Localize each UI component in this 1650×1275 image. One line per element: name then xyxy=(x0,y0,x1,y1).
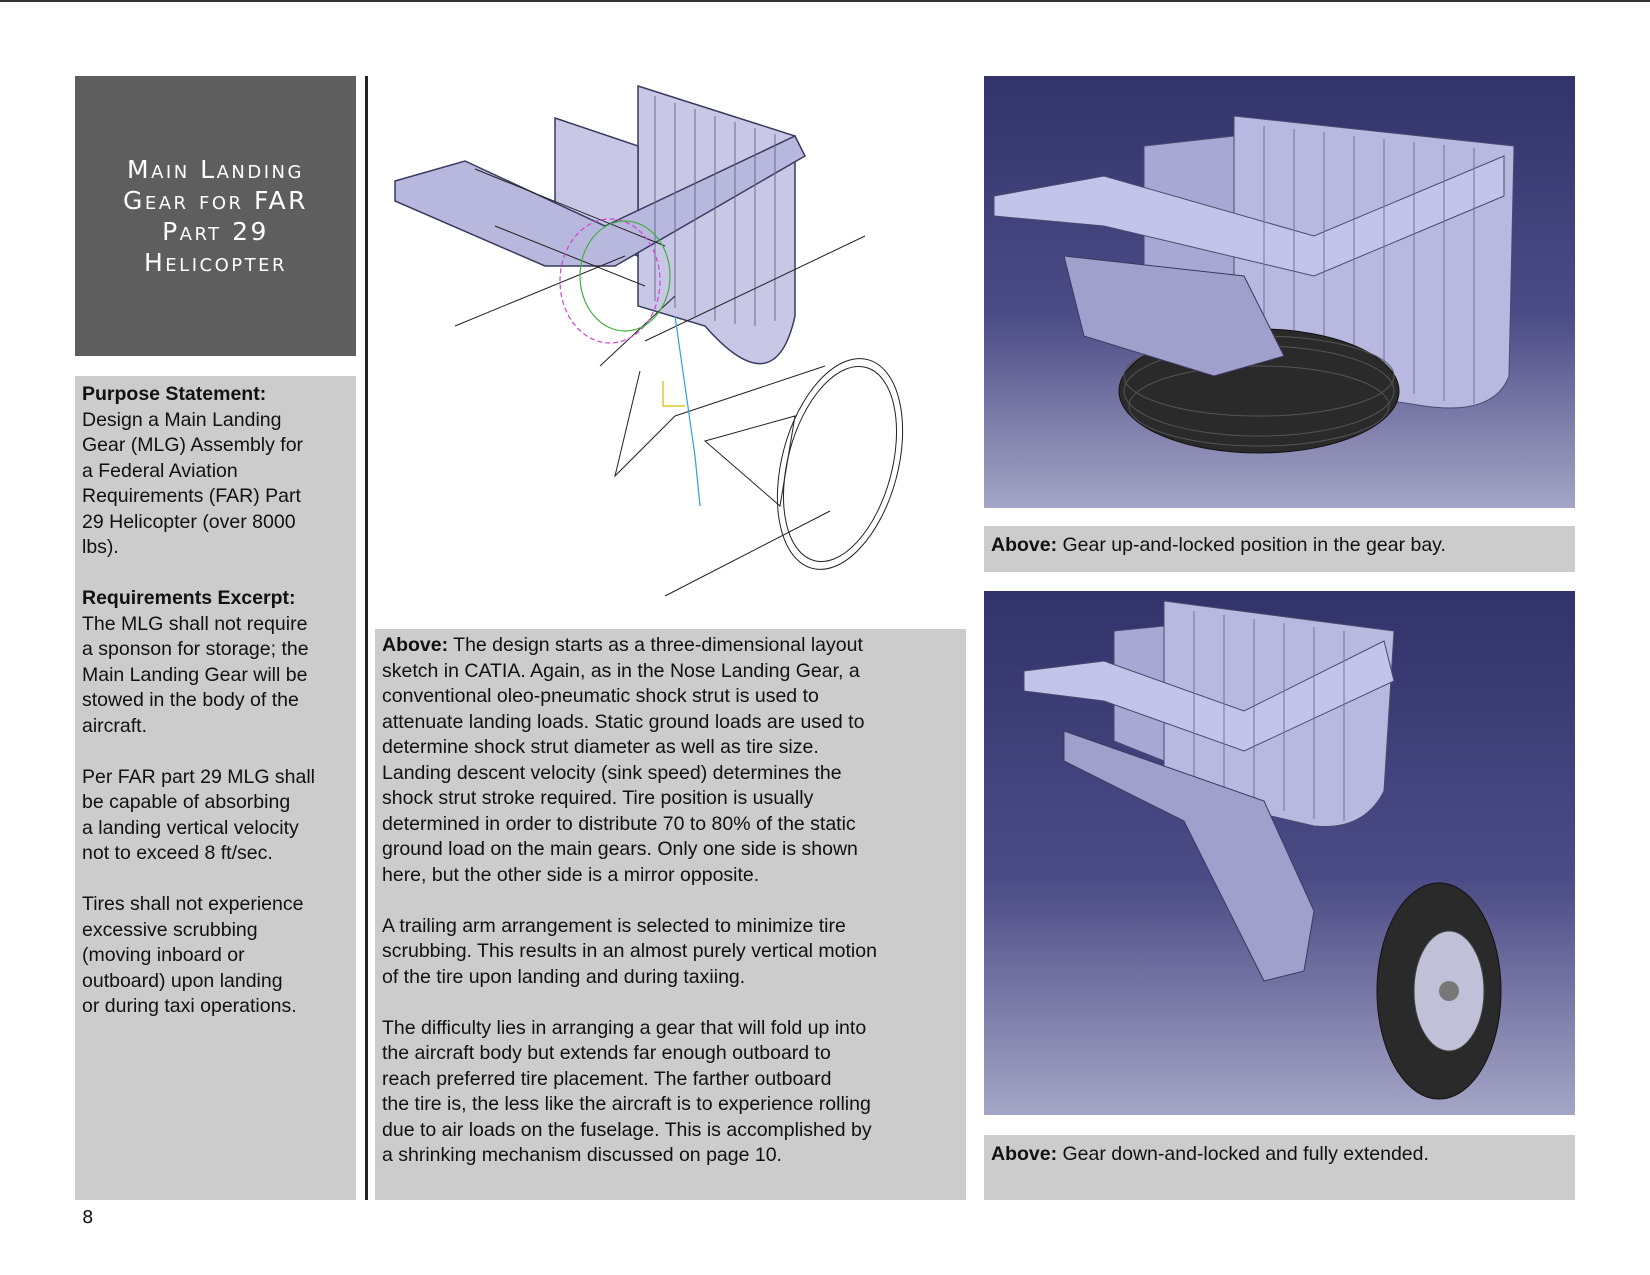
description-paragraph-2 xyxy=(382,914,966,991)
requirement-scrubbing xyxy=(82,892,356,1020)
text-line: of the tire upon landing and during taxiing. xyxy=(382,965,746,988)
title-box xyxy=(75,76,356,356)
text-line: The MLG shall not require xyxy=(82,612,308,635)
title-line: Gear for FAR xyxy=(122,186,309,215)
text-line: be capable of absorbing xyxy=(82,791,291,813)
caption-label: Above: xyxy=(991,534,1058,556)
text-line: attenuate landing loads. Static ground loads are used to xyxy=(382,710,865,733)
text-line: determine shock strut diameter as well as tire size. xyxy=(382,736,819,758)
text-line: ground load on the main gears. Only one side is shown xyxy=(382,838,858,860)
purpose-heading: Purpose Statement: xyxy=(82,383,267,405)
text-line: due to air loads on the fuselage. This is accomplished by xyxy=(382,1118,872,1141)
requirement-storage xyxy=(82,612,356,740)
page-title xyxy=(123,154,308,278)
text-line: aircraft. xyxy=(82,714,148,737)
above-label: Above: xyxy=(382,634,449,656)
text-line: lbs). xyxy=(82,536,119,558)
text-line: here, but the other side is a mirror opposite. xyxy=(382,863,760,886)
text-line: reach preferred tire placement. The farther outboard xyxy=(382,1067,832,1090)
text-line: scrubbing. This results in an almost purely vertical motion xyxy=(382,940,877,962)
text-line: (moving inboard or xyxy=(82,944,245,966)
caption-extended xyxy=(984,1135,1575,1200)
caption-retracted xyxy=(984,526,1575,572)
text-line: Main Landing Gear will be xyxy=(82,663,308,686)
title-line: Part 29 xyxy=(162,217,269,246)
text-line: 29 Helicopter (over 8000 xyxy=(82,510,296,533)
page-number: 8 xyxy=(82,1207,94,1228)
text-line: Landing descent velocity (sink speed) determines the xyxy=(382,761,842,784)
render-gear-extended xyxy=(984,591,1575,1115)
title-line: Main Landing xyxy=(127,155,304,184)
caption-text: Gear down-and-locked and fully extended. xyxy=(1057,1143,1429,1165)
text-line: Requirements (FAR) Part xyxy=(82,485,301,507)
description-first-line: The design starts as a three-dimensional layout xyxy=(448,634,863,656)
caption-text: Gear up-and-locked position in the gear bay. xyxy=(1057,534,1446,556)
text-line: outboard) upon landing xyxy=(82,969,283,992)
text-line: The difficulty lies in arranging a gear that will fold up into xyxy=(382,1016,867,1039)
design-description-panel xyxy=(375,629,966,1200)
render-gear-retracted xyxy=(984,76,1575,508)
text-line: stowed in the body of the xyxy=(82,689,299,711)
text-line: a landing vertical velocity xyxy=(82,816,299,839)
requirement-velocity xyxy=(82,765,356,867)
requirements-panel xyxy=(75,376,356,1200)
text-line: sketch in CATIA. Again, as in the Nose Landing Gear, a xyxy=(382,659,860,682)
text-line: or during taxi operations. xyxy=(82,995,297,1017)
caption-label: Above: xyxy=(991,1143,1058,1165)
text-line: the tire is, the less like the aircraft is to experience rolling xyxy=(382,1093,871,1115)
text-line: a Federal Aviation xyxy=(82,459,238,482)
text-line: conventional oleo-pneumatic shock strut is used to xyxy=(382,685,819,707)
text-line: a sponson for storage; the xyxy=(82,638,309,660)
text-line: Design a Main Landing xyxy=(82,408,282,431)
text-line: a shrinking mechanism discussed on page 10. xyxy=(382,1144,782,1166)
requirements-heading: Requirements Excerpt: xyxy=(82,587,296,609)
text-line: not to exceed 8 ft/sec. xyxy=(82,842,273,864)
text-line: determined in order to distribute 70 to 80% of the static xyxy=(382,812,856,835)
text-line: excessive scrubbing xyxy=(82,918,258,941)
purpose-text xyxy=(82,408,356,561)
description-paragraph-3 xyxy=(382,1016,966,1169)
text-line: Gear (MLG) Assembly for xyxy=(82,434,304,456)
title-line: Helicopter xyxy=(144,248,287,277)
text-line: the aircraft body but extends far enough outboard to xyxy=(382,1042,831,1064)
description-paragraph-1 xyxy=(382,659,966,889)
column-divider xyxy=(365,76,368,1200)
catia-layout-sketch xyxy=(375,76,966,610)
text-line: shock strut stroke required. Tire position is usually xyxy=(382,787,814,809)
top-border xyxy=(0,0,1650,2)
text-line: Tires shall not experience xyxy=(82,893,304,915)
text-line: A trailing arm arrangement is selected to minimize tire xyxy=(382,914,846,937)
text-line: Per FAR part 29 MLG shall xyxy=(82,765,316,788)
